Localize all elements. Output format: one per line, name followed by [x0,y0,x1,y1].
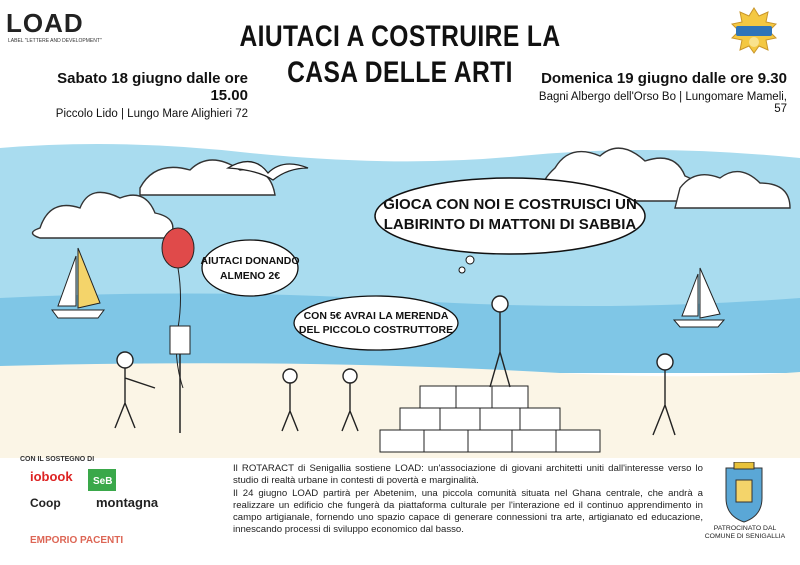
sponsor-montagna: montagna [96,495,159,510]
rotaract-badge-icon [728,6,780,54]
event-left-date: Sabato 18 giugno dalle ore 15.00 [57,70,248,104]
load-logo-subtitle: LABEL "LETTERE AND DEVELOPMENT" [8,38,102,44]
event-left-place: Piccolo Lido | Lungo Mare Alighieri 72 [55,108,248,120]
balloon-icon [162,228,194,268]
patronage-line1: PATROCINATO DAL [713,525,777,532]
sponsors-label: CON IL SOSTEGNO DI [20,456,95,463]
event-right-place: Bagni Albergo dell'Orso Bo | Lungomare Mameli, 57 [538,91,787,115]
description-paragraph-1: Il ROTARACT di Senigallia sostiene LOAD: un'associazione di giovani architetti uniti dall'interesse verso lo studio di realtà urbane in contesti di povertà e marginalità. [233,463,703,487]
donate-bubble-line1: AIUTACI DONANDO [200,255,300,267]
sponsor-coop: Coop [30,496,61,510]
patronage-line2: COMUNE DI SENIGALLIA [704,533,786,540]
donate-bubble [202,240,298,296]
sponsor-seb: SeB [93,476,113,487]
donate-bubble-line2: ALMENO 2€ [219,270,281,282]
snack-bubble-line1: CON 5€ AVRAI LA MERENDA [303,310,449,322]
main-bubble-line2: LABIRINTO DI MATTONI DI SABBIA [383,216,637,233]
event-left [18,70,248,120]
main-bubble-line1: GIOCA CON NOI E COSTRUISCI UN [383,196,637,213]
sponsors-block [20,456,190,561]
load-logo-text: LOAD [6,8,84,38]
senigallia-crest-icon [716,462,772,524]
patronage-text [700,525,790,541]
event-right [525,70,787,115]
snack-bubble [294,296,458,350]
sponsor-iobook: iobook [30,469,73,484]
snack-bubble-line2: DEL PICCOLO COSTRUTTORE [298,324,454,336]
sponsor-emporio: EMPORIO PACENTI [30,535,124,546]
description-paragraph-2: Il 24 giugno LOAD partirà per Abetenim, una piccola comunità situata nel Ghana centrale, che andrà a realizzare un edificio che fungerà da piattaforma culturale per l'interazione ed il continuo apprendimento in campo artigianale, fornendo uno spazio capace di generare connessioni tra arte, artigianato ed educazione, innescando processi di sviluppo economico dal basso. [233,487,703,536]
sponsor-logos [20,463,190,555]
poster-title-line2: CASA DELLE ARTI [287,56,513,89]
event-right-date: Domenica 19 giugno dalle ore 9.30 [541,70,787,87]
description-text [233,463,703,537]
sign-board [170,326,190,354]
beach-scene-illustration [0,128,800,458]
poster-title-line1: AIUTACI A COSTRUIRE LA [239,20,561,53]
